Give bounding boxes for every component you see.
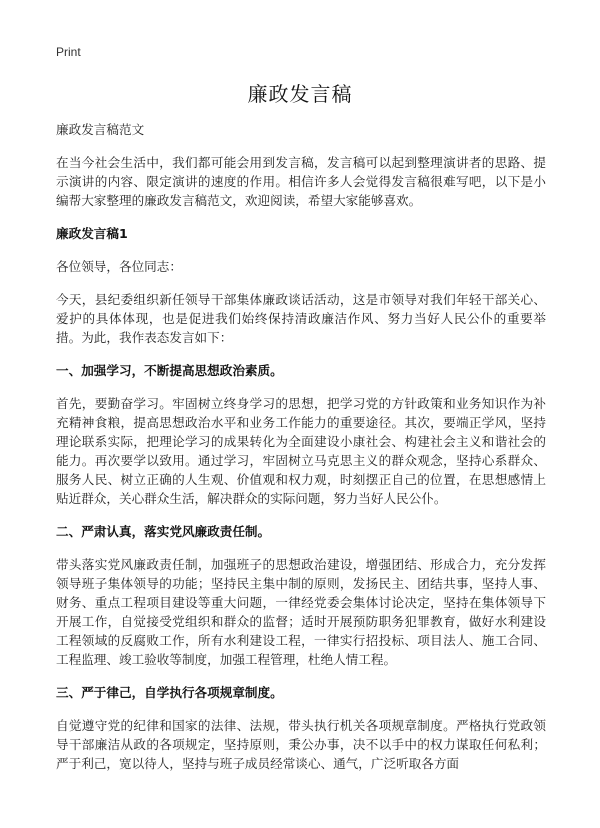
point-heading-3: 三、严于律己，自学执行各项规章制度。 — [56, 685, 283, 700]
intro-paragraph: 在当今社会生活中，我们都可能会用到发言稿，发言稿可以起到整理演讲者的思路、提示演讲的内容、限定演讲的速度的作用。相信许多人会觉得发言稿很难写吧，以下是小编帮大家整理的廉政发言稿范文，欢迎阅读，希望大家能够喜欢。 — [56, 155, 546, 208]
opening-paragraph: 今天，县纪委组织新任领导干部集体廉政谈话活动，这是市领导对我们年轻干部关心、爱护的具体体现，也是促进我们始终保持清政廉洁作风、努力当好人民公仆的重要举措。为此，我作表态发言如下： — [56, 292, 546, 345]
document-body — [56, 120, 546, 787]
print-link[interactable]: Print — [56, 45, 81, 59]
section-heading: 廉政发言稿1 — [56, 226, 128, 241]
point-heading-1: 一、加强学习，不断提高思想政治素质。 — [56, 363, 283, 378]
subtitle: 廉政发言稿范文 — [56, 122, 145, 137]
greeting: 各位领导，各位同志： — [56, 259, 182, 274]
point-body-1: 首先，要勤奋学习。牢固树立终身学习的思想，把学习党的方针政策和业务知识作为补充精神食粮，提高思想政治水平和业务工作能力的重要途径。其次，要端正学风，坚持理论联系实际，把理论学习的成果转化为全面建设小康社会、构建社会主义和谐社会的能力。再次要学以致用。通过学习，牢固树立马克思主义的群众观念，坚持心系群众、服务人民、树立正确的人生观、价值观和权力观，时刻摆正自己的位置，在思想感情上贴近群众，关心群众生活，解决群众的实际问题，努力当好人民公仆。 — [56, 396, 546, 506]
page-title: 廉政发言稿 — [247, 82, 353, 106]
point-heading-2: 二、严肃认真，落实党风廉政责任制。 — [56, 524, 271, 539]
point-body-3: 自觉遵守党的纪律和国家的法律、法规，带头执行机关各项规章制度。严格执行党政领导干部廉洁从政的各项规定，坚持原则，秉公办事，决不以手中的权力谋取任何私利；严于利己，宽以待人，坚持与班子成员经常谈心、通气，广泛听取各方面 — [56, 718, 546, 771]
point-body-2: 带头落实党风廉政责任制，加强班子的思想政治建设，增强团结、形成合力，充分发挥领导班子集体领导的功能；坚持民主集中制的原则，发扬民主、团结共事，坚持人事、财务、重点工程项目建设等重大问题，一律经党委会集体讨论决定，坚持在集体领导下开展工作，自觉接受党组织和群众的监督；适时开展预防职务犯罪教育，做好水利建设工程领域的反腐败工作，所有水利建设工程，一律实行招投标、项目法人、施工合同、工程监理、竣工验收等制度，加强工程管理，杜绝人情工程。 — [56, 557, 546, 667]
